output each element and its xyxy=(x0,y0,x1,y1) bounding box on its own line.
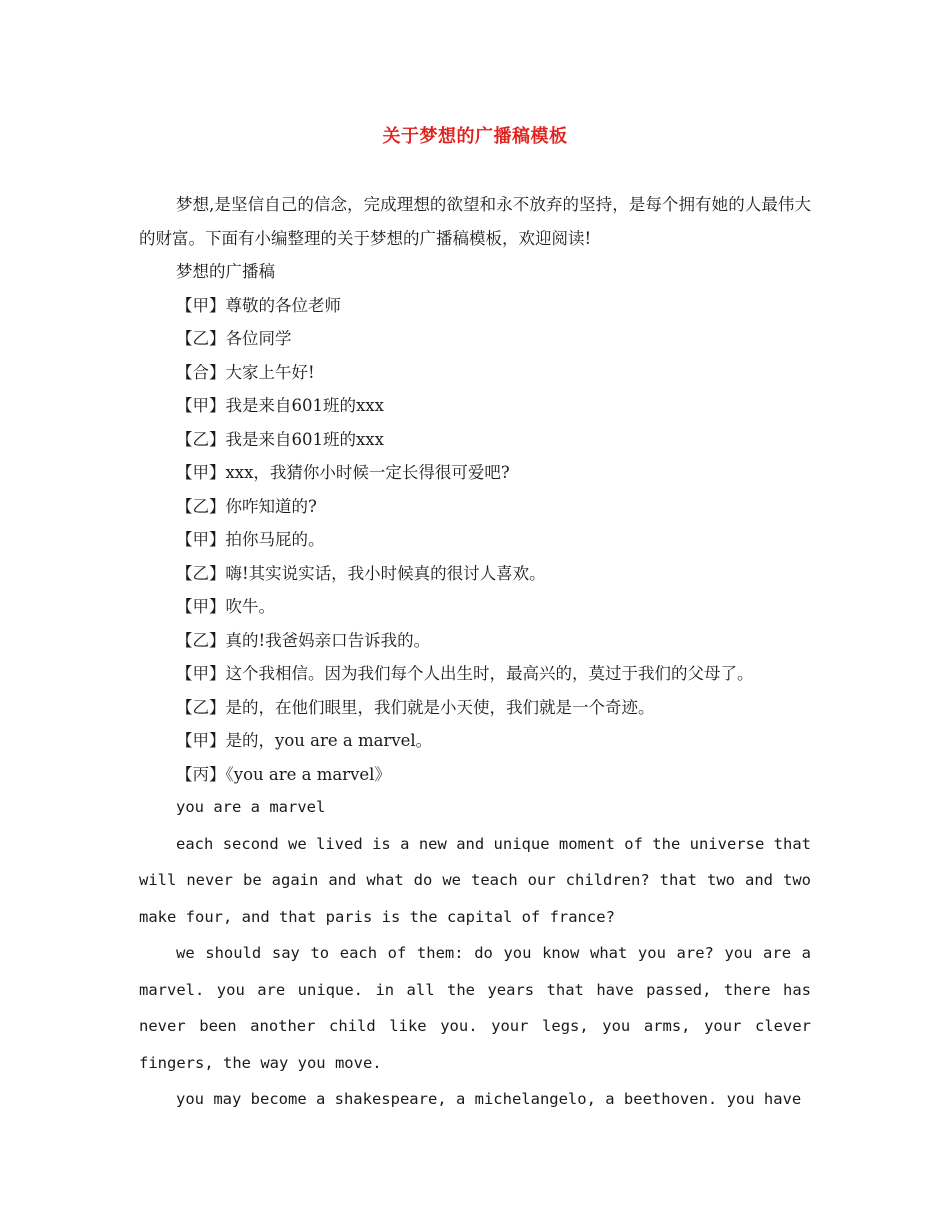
poem-paragraph: each second we lived is a new and unique moment of the universe that will never be again and what do we teach our children? that two and two make four, and that paris is the capital of france? xyxy=(139,834,811,926)
script-line: 【甲】我是来自601班的xxx xyxy=(176,396,384,415)
script-line: 【合】大家上午好! xyxy=(176,362,315,382)
poem-paragraph: we should say to each of them: do you know what you are? you are a marvel. you are unique. in all the years that have passed, there has never been another child like you. your legs, you arms, your clever fingers, the way you move. xyxy=(139,944,811,1072)
script-line: 【乙】各位同学 xyxy=(176,329,292,348)
script-line: 【乙】真的!我爸妈亲口告诉我的。 xyxy=(176,630,431,650)
script-line: 【乙】你咋知道的? xyxy=(176,496,317,516)
script-line: 【乙】嗨!其实说实话，我小时候真的很讨人喜欢。 xyxy=(176,563,546,583)
script-line: 【甲】这个我相信。因为我们每个人出生时，最高兴的，莫过于我们的父母了。 xyxy=(176,664,754,683)
document-title: 关于梦想的广播稿模板 xyxy=(382,126,568,147)
script-line: 【乙】我是来自601班的xxx xyxy=(176,429,384,449)
poem-title-line: you are a marvel xyxy=(176,798,326,816)
section-heading: 梦想的广播稿 xyxy=(176,262,275,281)
script-line: 【甲】拍你马屁的。 xyxy=(176,530,325,549)
script-line: 【甲】xxx，我猜你小时候一定长得很可爱吧? xyxy=(176,463,510,482)
script-line: 【乙】是的，在他们眼里，我们就是小天使，我们就是一个奇迹。 xyxy=(176,697,655,717)
intro-paragraph: 梦想,是坚信自己的信念，完成理想的欲望和永不放弃的坚持，是每个拥有她的人最伟大的财富。下面有小编整理的关于梦想的广播稿模板，欢迎阅读! xyxy=(139,195,811,248)
script-line: 【甲】吹牛。 xyxy=(176,597,275,616)
document-body xyxy=(139,188,811,1118)
poem-paragraph: you may become a shakespeare, a michelangelo, a beethoven. you have xyxy=(176,1090,802,1108)
script-line: 【丙】《you are a marvel》 xyxy=(176,764,391,784)
script-line: 【甲】是的，you are a marvel。 xyxy=(176,731,433,750)
script-line: 【甲】尊敬的各位老师 xyxy=(176,295,341,315)
